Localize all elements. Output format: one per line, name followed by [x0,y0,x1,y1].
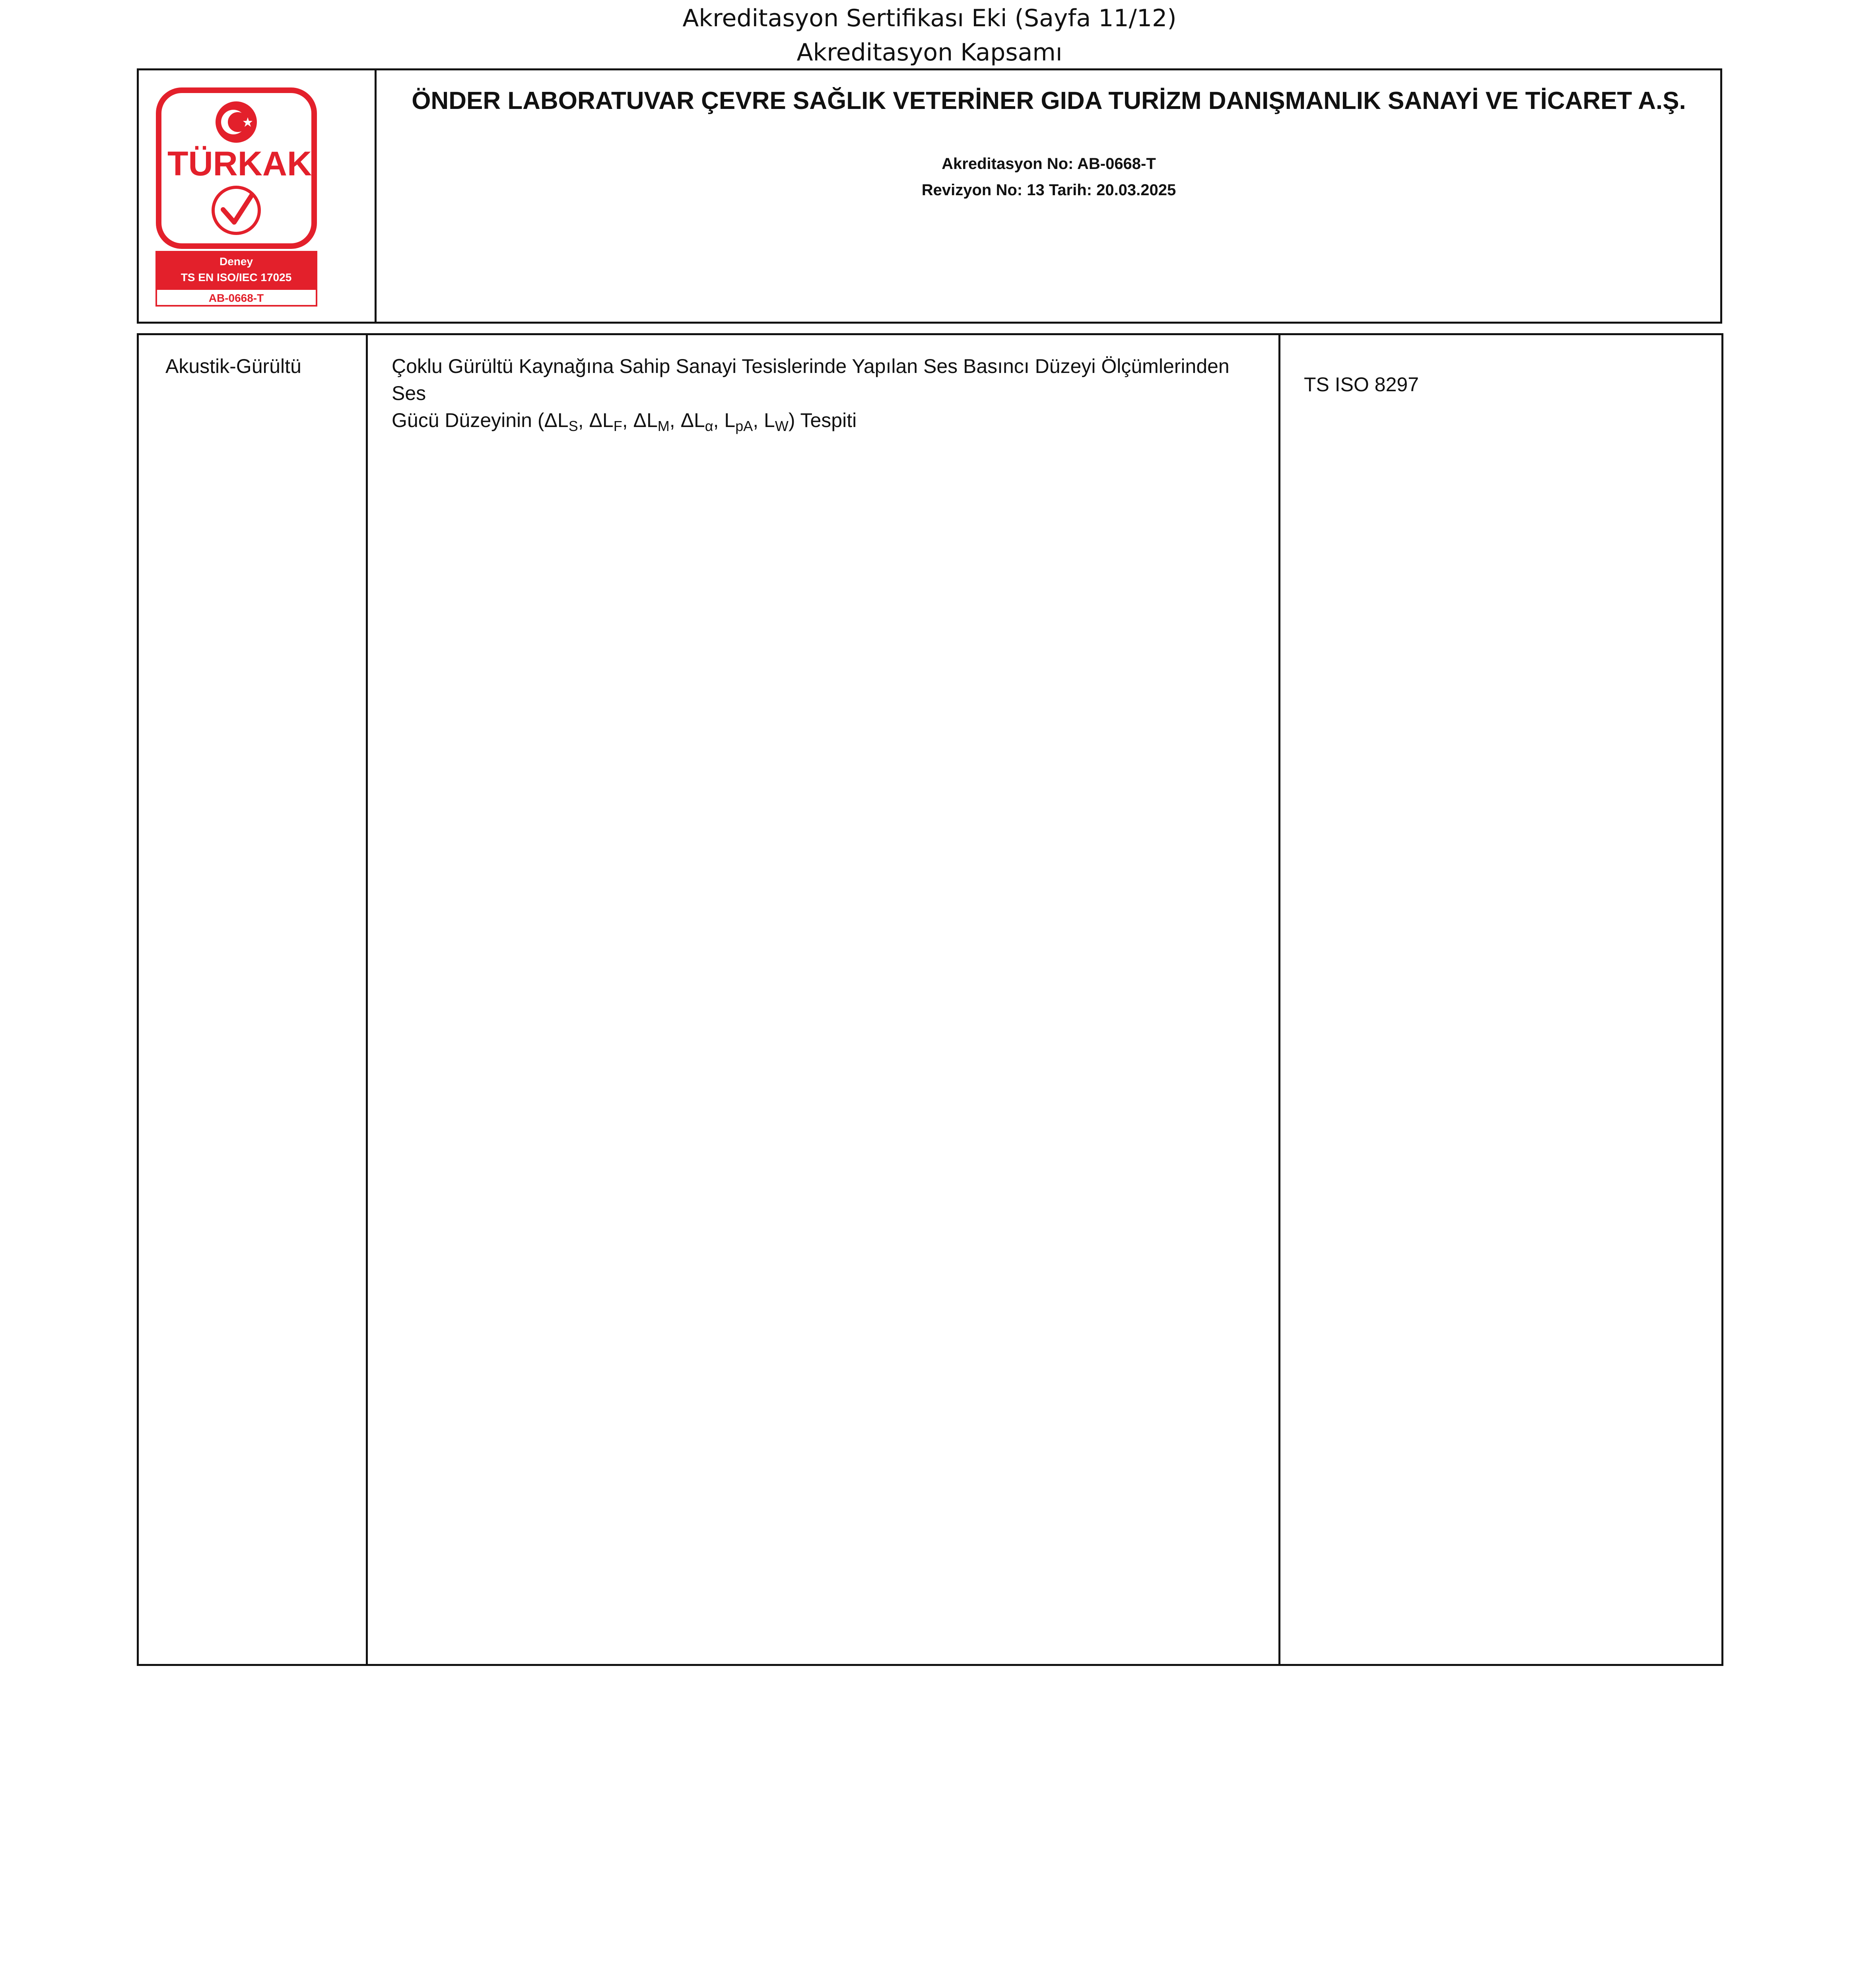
revision-info: Revizyon No: 13 Tarih: 20.03.2025 [921,181,1176,199]
page-header-subtitle: Akreditasyon Kapsamı [796,39,1063,66]
method-line2-suffix: ) Tespiti [788,409,857,431]
method-symbol: $\Delta L_S$ [544,409,578,434]
logo-band-line3: AB-0668-T [208,292,264,304]
company-name: ÖNDER LABORATUVAR ÇEVRE SAĞLIK VETERİNER GIDA TURİZM DANIŞMANLIK SANAYİ VE TİCARET A.Ş. [412,87,1686,115]
method-symbol: $L_{pA}$ [724,409,753,434]
method-line1: Çoklu Gürültü Kaynağına Sahip Sanayi Tesislerinde Yapılan Ses Basıncı Düzeyi Ölçümlerinden Ses [392,355,1230,404]
scope-method [392,353,1259,440]
column-divider [1278,335,1280,1664]
method-line2-prefix: Gücü Düzeyinin ( [392,409,544,431]
logo-band-line2: TS EN ISO/IEC 17025 [181,271,292,283]
scope-standard: TS ISO 8297 [1304,373,1419,396]
turkak-logo-icon [155,87,317,307]
method-symbol: $L_W$ [764,409,789,434]
symbol-list: $\Delta L_S$, $\Delta L_F$, $\Delta L_M$, $\Delta L_\alpha$, $L_{pA}$, $L_W$ [544,409,789,434]
method-symbol: $\Delta L_M$ [633,409,670,434]
method-symbol: $\Delta L_\alpha$ [680,409,713,434]
scope-field: Akustik-Gürültü [165,355,301,377]
column-divider [366,335,368,1664]
method-symbol: $\Delta L_F$ [589,409,622,434]
page-header-title: Akreditasyon Sertifikası Eki (Sayfa 11/12) [682,4,1177,32]
logo-wordmark: TÜRKAK [167,145,312,183]
logo-band-line1: Deney [219,255,253,268]
accreditation-number: Akreditasyon No: AB-0668-T [942,155,1156,173]
scope-table [137,333,1723,1666]
